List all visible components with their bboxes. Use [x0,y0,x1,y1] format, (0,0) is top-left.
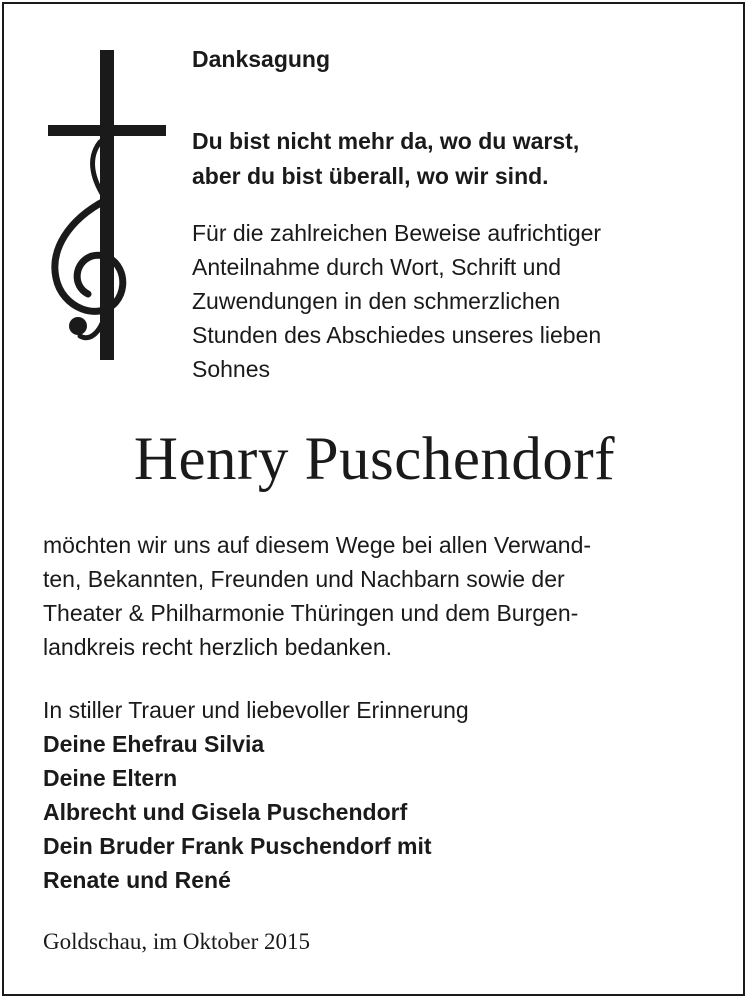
signoff-intro: In stiller Trauer und liebevoller Erinnerung [43,697,469,723]
signatory: Deine Eltern [43,765,178,791]
signatory: Renate und René [43,867,231,893]
place-date: Goldschau, im Oktober 2015 [43,929,311,954]
intro-text [192,216,712,386]
verse-line: Du bist nicht mehr da, wo du warst, [192,128,580,154]
signatory: Deine Ehefrau Silvia [43,731,265,757]
verse [192,124,712,194]
intro-line: Anteilnahme durch Wort, Schrift und [192,254,562,280]
thanks-line: möchten wir uns auf diesem Wege bei allen Verwand- [43,532,592,558]
signoff [43,693,713,897]
intro-line: Sohnes [192,356,271,382]
thanks-line: Theater & Philharmonie Thüringen und dem Burgen- [43,600,579,626]
notice-heading: Danksagung [192,46,331,72]
thanks-line: ten, Bekannten, Freunden und Nachbarn sowie der [43,566,565,592]
verse-line: aber du bist überall, wo wir sind. [192,163,549,189]
thanks-line: landkreis recht herzlich bedanken. [43,634,393,660]
intro-line: Zuwendungen in den schmerzlichen [192,288,561,314]
thanks-text [43,528,713,664]
signatory: Albrecht und Gisela Puschendorf [43,799,408,825]
intro-line: Für die zahlreichen Beweise aufrichtiger [192,220,602,246]
header-block [192,44,712,386]
intro-line: Stunden des Abschiedes unseres lieben [192,322,602,348]
deceased-name: Henry Puschendorf [133,426,616,493]
cross-with-treble-clef-icon [48,50,168,362]
signatory: Dein Bruder Frank Puschendorf mit [43,833,432,859]
